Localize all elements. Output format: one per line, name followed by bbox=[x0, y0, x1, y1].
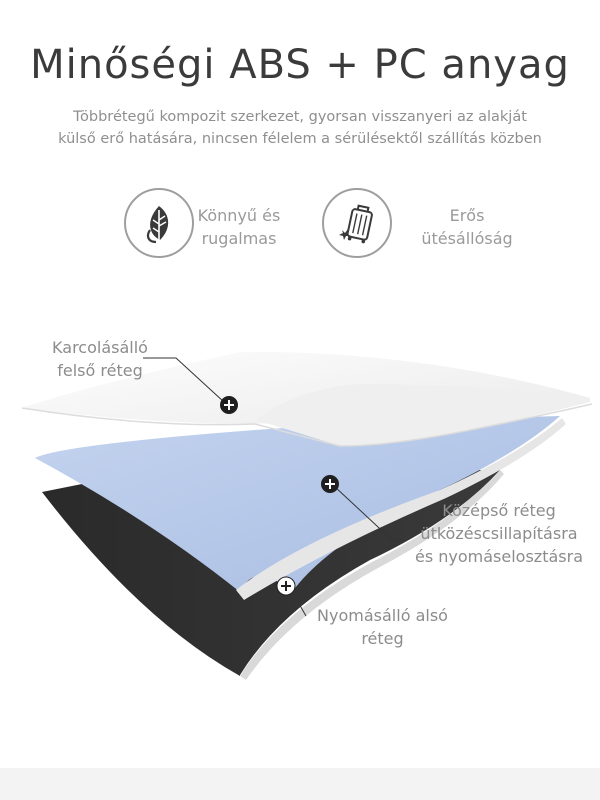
feature-label: Erős ütésállóság bbox=[421, 206, 513, 248]
subtitle-line-1: Többrétegű kompozit szerkezet, gyorsan visszanyeri az alakját bbox=[73, 109, 527, 125]
callout-top-layer: Karcolásálló felső réteg bbox=[52, 338, 148, 380]
feature-label: Könnyű és rugalmas bbox=[197, 206, 281, 248]
callout-middle-layer: Középső réteg ütközéscsillapításra és nyomáselosztásra bbox=[415, 501, 583, 566]
subtitle-line-2: külső erő hatására, nincsen félelem a sérülésektől szállítás közben bbox=[58, 131, 542, 147]
callout-bottom-layer: Nyomásálló alsó réteg bbox=[317, 606, 448, 648]
plus-marker-middle bbox=[321, 475, 339, 493]
plus-marker-bottom bbox=[277, 577, 295, 595]
plus-marker-top bbox=[220, 396, 238, 414]
page-title: Minőségi ABS + PC anyag bbox=[30, 42, 570, 88]
bottom-strip bbox=[0, 768, 600, 800]
